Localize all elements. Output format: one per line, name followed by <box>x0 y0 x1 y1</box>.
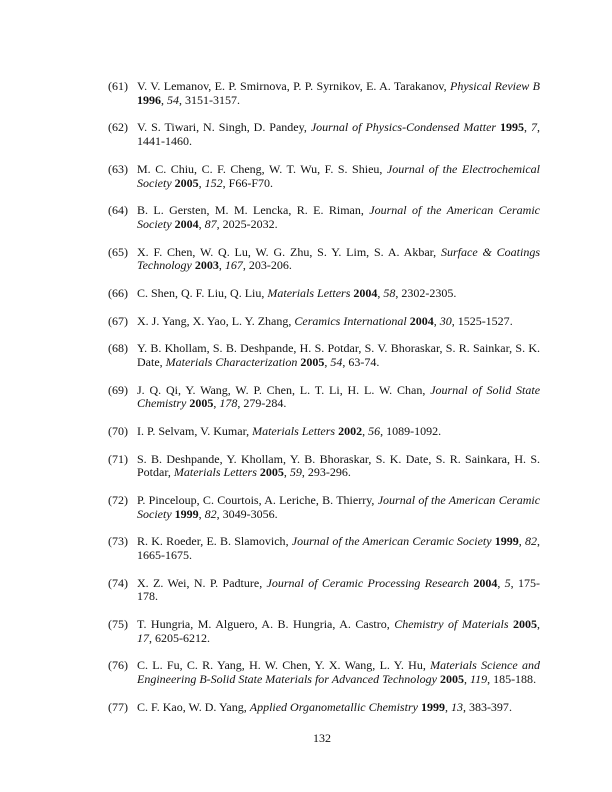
reference-journal: Materials Letters <box>252 423 336 438</box>
reference-authors: X. Z. Wei, N. P. Padture <box>137 575 260 590</box>
reference-volume: 54 <box>167 92 179 107</box>
reference-journal: Journal of the American Ceramic Society <box>137 203 540 231</box>
reference-pages: 1089-1092 <box>386 423 439 438</box>
reference-year: 1999 <box>420 699 445 714</box>
reference-number: (62) <box>108 120 128 135</box>
reference-pages: 6205-6212 <box>155 630 207 645</box>
reference-year: 2005 <box>513 617 538 632</box>
reference-entry: (65) X. F. Chen, W. Q. Lu, W. G. Zhu, S. Y. Lim, S. A. Akbar, Surface & Coatings Technology 2003, 167, 203-206. <box>108 244 540 273</box>
reference-year: 1999 <box>494 534 519 549</box>
reference-year: 2005 <box>189 396 214 411</box>
reference-volume: 54 <box>330 354 343 369</box>
reference-volume: 119 <box>469 672 488 687</box>
reference-authors: V. V. Lemanov, E. P. Smirnova, P. P. Syrnikov, E. A. Tarakanov <box>137 79 444 93</box>
reference-number: (71) <box>108 451 128 466</box>
reference-entry: (76) C. L. Fu, C. R. Yang, H. W. Chen, Y. X. Wang, L. Y. Hu, Materials Science and Engineering B-Solid State Materials for Advanced Technology 2005, 119, 185-188. <box>108 658 540 687</box>
reference-entry: (77) C. F. Kao, W. D. Yang, Applied Organometallic Chemistry 1999, 13, 383-397. <box>108 699 512 714</box>
reference-pages: 2302-2305 <box>401 285 454 300</box>
reference-journal: Materials Science and Engineering B-Solid State Materials for Advanced Technology <box>137 658 540 687</box>
reference-journal: Materials Characterization <box>165 354 298 369</box>
reference-volume: 152 <box>204 175 223 190</box>
reference-number: (72) <box>108 492 128 507</box>
reference-journal: Physical Review B <box>449 79 541 93</box>
reference-year: 2003 <box>194 258 219 273</box>
reference-number: (69) <box>108 382 128 397</box>
reference-volume: 58 <box>383 285 396 300</box>
reference-entry: (75) T. Hungria, M. Alguero, A. B. Hungria, A. Castro, Chemistry of Materials 2005, 17, 6205-6212. <box>108 617 541 645</box>
reference-volume: 82 <box>525 534 538 549</box>
reference-number: (67) <box>108 313 128 328</box>
reference-year: 2005 <box>300 354 325 369</box>
reference-entry: (73) R. K. Roeder, E. B. Slamovich, Journal of the American Ceramic Society 1999, 82, 1665-1675. <box>108 534 541 563</box>
reference-authors: C. L. Fu, C. R. Yang, H. W. Chen, Y. X. Wang, L. Y. Hu <box>137 658 423 673</box>
reference-number: (63) <box>108 161 128 176</box>
reference-authors: S. B. Deshpande, Y. Khollam, Y. B. Bhoraskar, S. K. Date, S. R. Sainkara, H. S. Potdar <box>137 451 540 480</box>
reference-pages: 3151-3157 <box>185 92 237 107</box>
reference-pages: 175-178 <box>137 575 541 604</box>
reference-entry: (62) V. S. Tiwari, N. Singh, D. Pandey, Journal of Physics-Condensed Matter 1995, 7, 1441-1460. <box>108 120 541 149</box>
reference-number: (65) <box>108 244 128 259</box>
reference-year: 2004 <box>353 285 378 300</box>
reference-authors: R. K. Roeder, E. B. Slamovich <box>137 534 286 549</box>
reference-number: (64) <box>108 203 128 218</box>
reference-journal: Journal of the Electrochemical Society <box>137 161 541 190</box>
reference-pages: 63-74 <box>348 354 377 369</box>
reference-entry: (68) Y. B. Khollam, S. B. Deshpande, H. S. Potdar, S. V. Bhoraskar, S. R. Sainkar, S. K. Date, Materials Characterization 2005, 54, 63-74. <box>108 341 540 369</box>
reference-authors: I. P. Selvam, V. Kumar <box>137 423 247 438</box>
reference-entry: (69) J. Q. Qi, Y. Wang, W. P. Chen, L. T. Li, H. L. W. Chan, Journal of Solid State Chemistry 2005, 178, 279-284. <box>108 382 541 411</box>
reference-entry: (71) S. B. Deshpande, Y. Khollam, Y. B. Bhoraskar, S. K. Date, S. R. Sainkara, H. S. Potdar, Materials Letters 2005, 59, 293-296. <box>108 451 540 480</box>
reference-number: (74) <box>108 575 128 590</box>
reference-number: (68) <box>108 341 128 356</box>
reference-journal: Materials Letters <box>173 465 257 480</box>
reference-entry: (67) X. J. Yang, X. Yao, L. Y. Zhang, Ceramics International 2004, 30, 1525-1527. <box>108 313 513 328</box>
reference-journal: Materials Letters <box>267 285 351 300</box>
reference-entry: (64) B. L. Gersten, M. M. Lencka, R. E. Riman, Journal of the American Ceramic Society 2004, 87, 2025-2032. <box>108 203 540 231</box>
reference-number: (61) <box>108 79 128 93</box>
reference-authors: V. S. Tiwari, N. Singh, D. Pandey <box>137 120 304 135</box>
reference-authors: X. J. Yang, X. Yao, L. Y. Zhang <box>137 313 289 328</box>
reference-pages: 293-296 <box>307 465 348 480</box>
page-number: 132 <box>313 731 331 745</box>
reference-entry: (74) X. Z. Wei, N. P. Padture, Journal of Ceramic Processing Research 2004, 5, 175-178. <box>108 575 541 604</box>
reference-entry: (66) C. Shen, Q. F. Liu, Q. Liu, Materials Letters 2004, 58, 2302-2305. <box>108 285 457 300</box>
reference-number: (77) <box>108 699 128 714</box>
reference-year: 1996 <box>137 92 161 107</box>
reference-entry: (72) P. Pinceloup, C. Courtois, A. Leriche, B. Thierry, Journal of the American Ceramic Society 1999, 82, 3049-3056. <box>108 492 541 521</box>
reference-year: 2005 <box>439 672 464 687</box>
reference-volume: 87 <box>204 216 217 231</box>
reference-year: 1995 <box>500 120 525 135</box>
reference-entry: (61) V. V. Lemanov, E. P. Smirnova, P. P. Syrnikov, E. A. Tarakanov, Physical Review B 1996, 54, 3151-3157. <box>108 79 541 107</box>
reference-authors: P. Pinceloup, C. Courtois, A. Leriche, B. Thierry <box>137 492 372 507</box>
reference-pages: 1525-1527 <box>457 313 510 328</box>
reference-authors: Y. B. Khollam, S. B. Deshpande, H. S. Potdar, S. V. Bhoraskar, S. R. Sainkar, S. K. Date <box>137 341 540 369</box>
reference-number: (66) <box>108 285 128 300</box>
reference-number: (75) <box>108 617 128 632</box>
reference-pages: 203-206 <box>248 258 289 273</box>
reference-entry: (70) I. P. Selvam, V. Kumar, Materials Letters 2002, 56, 1089-1092. <box>108 423 442 438</box>
reference-authors: M. C. Chiu, C. F. Cheng, W. T. Wu, F. S. Shieu <box>137 161 380 176</box>
reference-entry: (63) M. C. Chiu, C. F. Cheng, W. T. Wu, F. S. Shieu, Journal of the Electrochemical Society 2005, 152, F66-F70. <box>108 161 541 190</box>
reference-volume: 59 <box>289 465 302 480</box>
reference-pages: 1665-1675 <box>137 548 189 563</box>
reference-year: 2002 <box>338 423 363 438</box>
reference-year: 2005 <box>174 175 199 190</box>
reference-journal: Chemistry of Materials <box>394 617 509 632</box>
reference-authors: X. F. Chen, W. Q. Lu, W. G. Zhu, S. Y. Lim, S. A. Akbar <box>137 244 434 259</box>
reference-journal: Journal of Physics-Condensed Matter <box>310 120 497 135</box>
reference-journal: Journal of Solid State Chemistry <box>137 382 541 411</box>
reference-year: 2004 <box>409 313 434 328</box>
reference-journal: Journal of the American Ceramic Society <box>137 492 541 521</box>
reference-pages: 279-284 <box>243 396 284 411</box>
reference-authors: C. Shen, Q. F. Liu, Q. Liu <box>137 285 262 300</box>
reference-year: 1999 <box>174 506 199 521</box>
reference-authors: B. L. Gersten, M. M. Lencka, R. E. Riman <box>137 203 361 218</box>
reference-journal: Surface & Coatings Technology <box>137 244 540 273</box>
reference-authors: T. Hungria, M. Alguero, A. B. Hungria, A. Castro <box>137 617 387 632</box>
reference-list <box>108 80 540 728</box>
reference-volume: 5 <box>504 575 511 590</box>
reference-pages: 3049-3056 <box>222 506 275 521</box>
reference-pages: 2025-2032 <box>222 216 275 231</box>
reference-number: (73) <box>108 534 128 549</box>
reference-volume: 167 <box>224 258 243 273</box>
reference-pages: 383-397 <box>468 699 509 714</box>
reference-pages: F66-F70 <box>228 175 270 190</box>
reference-journal: Applied Organometallic Chemistry <box>249 699 418 714</box>
reference-number: (70) <box>108 423 128 438</box>
reference-authors: C. F. Kao, W. D. Yang <box>137 699 244 714</box>
reference-volume: 178 <box>219 396 238 411</box>
reference-number: (76) <box>108 658 128 673</box>
reference-year: 2004 <box>473 575 498 590</box>
reference-authors: J. Q. Qi, Y. Wang, W. P. Chen, L. T. Li, H. L. W. Chan <box>137 382 423 397</box>
reference-volume: 13 <box>450 699 463 714</box>
reference-pages: 185-188 <box>493 672 534 687</box>
reference-volume: 82 <box>204 506 217 521</box>
reference-volume: 17 <box>137 630 149 645</box>
reference-year: 2004 <box>174 216 199 231</box>
reference-volume: 7 <box>531 120 538 135</box>
reference-journal: Journal of Ceramic Processing Research <box>266 575 469 590</box>
reference-journal: Ceramics International <box>294 313 407 328</box>
reference-pages: 1441-1460 <box>137 134 189 149</box>
reference-year: 2005 <box>259 465 284 480</box>
reference-journal: Journal of the American Ceramic Society <box>291 534 492 549</box>
reference-volume: 30 <box>439 313 452 328</box>
reference-volume: 56 <box>368 423 381 438</box>
